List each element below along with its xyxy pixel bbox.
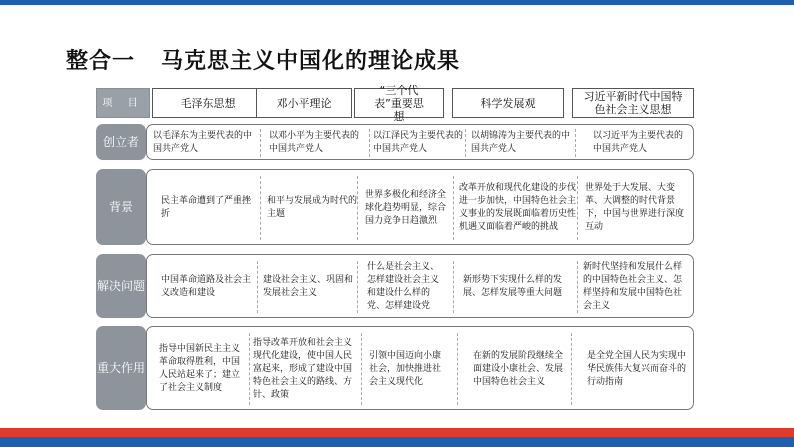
background-mao: 民主革命遭到了严重挫折 [161,196,252,219]
row-label-significance: 重大作用 [96,326,146,410]
row-label-founder: 创立者 [96,124,146,160]
divider [260,176,261,240]
divider [457,333,458,405]
significance-jiang: 引领中国迈向小康社会，加快推进社会主义现代化 [369,350,442,387]
divider [249,333,250,405]
divider [575,129,576,157]
row-founder [146,124,694,160]
bottom-red-stripe [0,428,794,437]
row-significance [146,326,694,410]
divider [465,129,466,157]
row-background [146,169,694,245]
header-label: 项 目 [96,88,150,118]
divider [260,129,261,157]
title-name: 马克思主义中国化的理论成果 [161,49,461,74]
significance-deng: 指导改革开放和社会主义现代化建设，使中国人民富起来，形成了建设中国特色社会主义的路线、方针、政策 [253,337,353,400]
header-col-mao: 毛泽东思想 [152,88,264,118]
header-col-scientific-outlook: 科学发展观 [452,88,564,118]
bottom-accent-bar [0,428,794,447]
divider [361,333,362,405]
page-title [66,44,460,75]
divider [357,261,358,313]
background-deng: 和平与发展成为时代的主题 [267,196,358,219]
significance-xi: 是全党全国人民为实现中华民族伟大复兴而奋斗的行动指南 [587,350,687,387]
divider [571,333,572,405]
background-jiang: 世界多极化和经济全球化趋势明显，综合国力竞争日趋激烈 [365,189,447,226]
problems-xi: 新时代坚持和发展什么样的中国特色社会主义、怎样坚持和发展中国特色社会主义 [583,262,683,311]
founder-xi: 以习近平为主要代表的中国共产党人 [593,131,684,154]
background-hu: 改革开放和现代化建设的步伐进一步加快，中国特色社会主义事业的发展既面临着历史性机遇又面临着严峻的挑战 [459,183,577,232]
row-label-problems-solved: 解决问题 [96,254,146,318]
divider [577,261,578,313]
problems-deng: 建设社会主义、巩固和发展社会主义 [263,275,354,298]
row-label-background: 背景 [96,169,146,245]
problems-mao: 中国革命道路及社会主义改造和建设 [161,275,252,298]
problems-jiang: 什么是社会主义、怎样建设社会主义和建设什么样的党、怎样建设党 [367,262,440,311]
divider [257,261,258,313]
divider [369,129,370,157]
top-accent-bar [0,0,794,5]
divider [453,176,454,240]
title-part: 整合一 [66,49,136,74]
header-row [96,83,694,123]
significance-hu: 在新的发展阶段继续全面建设小康社会、发展中国特色社会主义 [473,350,564,387]
header-col-deng: 邓小平理论 [256,88,352,118]
background-xi: 世界处于大发展、大变革、大调整的时代背景下，中国与世界进行深度互动 [585,183,685,232]
divider [357,176,358,240]
founder-jiang: 以江泽民为主要代表的中国共产党人 [373,131,464,154]
divider [453,261,454,313]
founder-mao: 以毛泽东为主要代表的中国共产党人 [153,131,253,154]
problems-hu: 新形势下实现什么样的发展、怎样发展等重大问题 [463,275,563,298]
divider [577,176,578,240]
bottom-blue-stripe [0,437,794,447]
header-col-three-represents: “三个代表”重要思想 [354,88,444,118]
row-problems-solved [146,254,694,318]
header-col-xi: 习近平新时代中国特色社会主义思想 [572,88,694,118]
founder-hu: 以胡锦涛为主要代表的中国共产党人 [471,131,571,154]
significance-mao: 指导中国新民主主义革命取得胜利，中国人民站起来了；建立了社会主义制度 [159,344,241,393]
founder-deng: 以邓小平为主要代表的中国共产党人 [269,131,360,154]
